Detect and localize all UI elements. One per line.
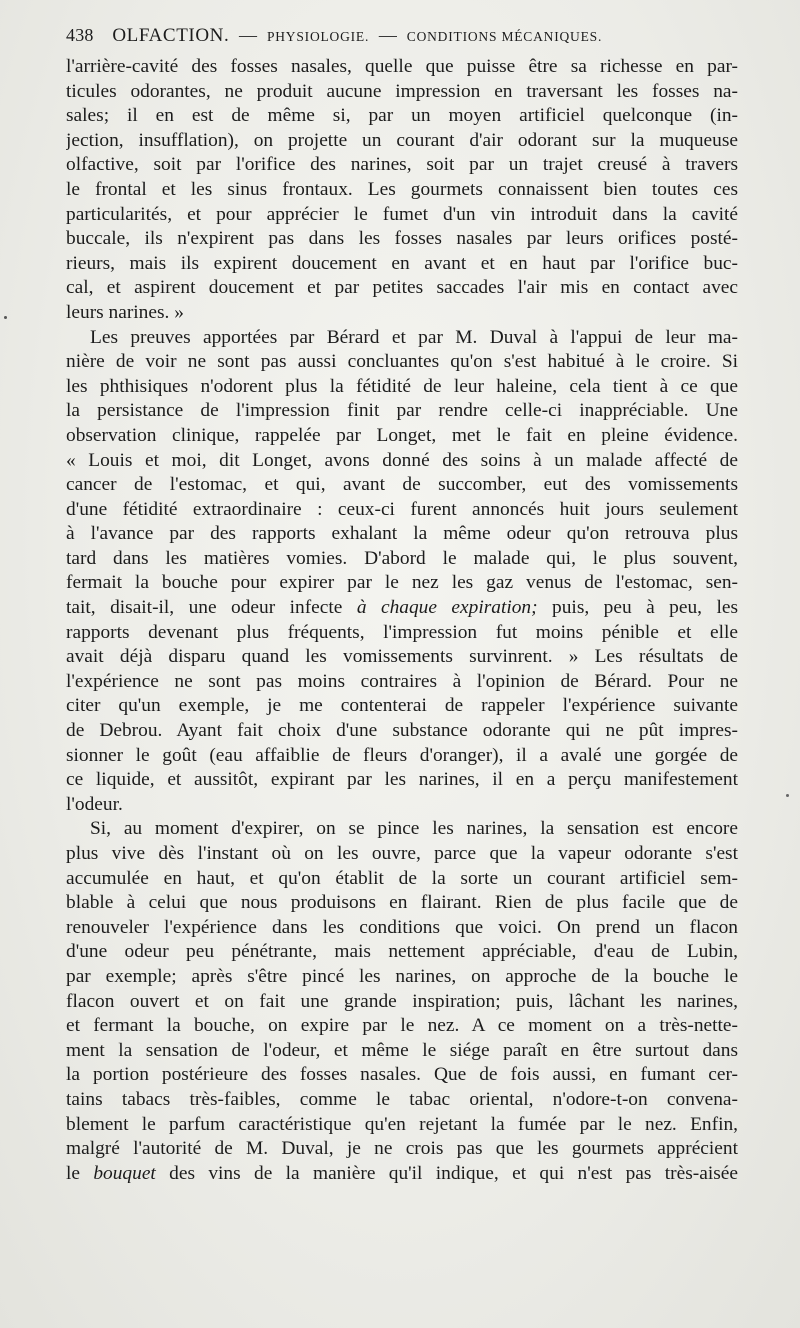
text-line: la persistance de l'impression finit par rendre celle-ci inappréciable. Une (66, 400, 738, 422)
text-line: ce liquide, et aussitôt, expirant par les narines, il en a perçu manifestement (66, 769, 738, 791)
margin-speck (4, 316, 7, 319)
text-run: des vins de la manière qu'il indique, et qui n'est pas très-aisée (155, 1162, 738, 1184)
text-line: buccale, ils n'expirent pas dans les fosses nasales par leurs orifices posté- (66, 228, 738, 250)
text-line: les phthisiques n'odorent plus la fétidité de leur haleine, cela tient à ce que (66, 375, 738, 397)
text-line: particularités, et pour apprécier le fumet d'un vin introduit dans la cavité (66, 203, 738, 225)
header-title: OLFACTION. (112, 25, 230, 46)
text-line: citer qu'un exemple, je me contenterai de rappeler l'expérience suivante (66, 695, 738, 717)
text-line (66, 596, 738, 621)
text-line: blable à celui que nous produisons en flairant. Rien de plus facile que de (66, 892, 738, 914)
text-line: sales; il en est de même si, par un moyen artificiel quelconque (in- (66, 105, 738, 127)
text-line: d'une fétidité extraordinaire : ceux-ci furent annoncés huit jours seulement (66, 498, 738, 520)
text-line: de Debrou. Ayant fait choix d'une substance odorante qui ne pût impres- (66, 720, 738, 742)
running-header (66, 22, 746, 48)
text-line: malgré l'autorité de M. Duval, je ne crois pas que les gourmets apprécient (66, 1138, 738, 1160)
text-line: tard dans les matières vomies. D'abord le malade qui, le plus souvent, (66, 547, 738, 569)
text-line: par exemple; après s'être pincé les narines, on approche de la bouche le (66, 965, 738, 987)
text-line: ment la sensation de l'odeur, et même le siége paraît en être surtout dans (66, 1039, 738, 1061)
text-run: le (66, 1162, 94, 1184)
text-line (66, 1162, 738, 1187)
text-line: rapports devenant plus fréquents, l'impression fut moins pénible et elle (66, 621, 738, 643)
body-text (66, 55, 738, 1186)
text-line: plus vive dès l'instant où on les ouvre, parce que la vapeur odorante s'est (66, 843, 738, 864)
text-line: ticules odorantes, ne produit aucune impression en traversant les fosses na- (66, 80, 738, 102)
text-line: accumulée en haut, et qu'on établit de la sorte un courant artificiel sem- (66, 867, 738, 889)
header-section: PHYSIOLOGIE. (266, 29, 370, 44)
text-line: leurs narines. » (66, 301, 184, 323)
text-line: rieurs, mais ils expirent doucement en avant et en haut par l'orifice buc- (66, 252, 738, 274)
text-line: d'une odeur peu pénétrante, mais nettement appréciable, d'eau de Lubin, (66, 941, 738, 963)
text-line: jection, insufflation), on projette un courant d'air odorant sur la muqueuse (66, 129, 738, 151)
margin-speck (786, 794, 789, 797)
italic-run: à chaque expiration; (356, 597, 538, 619)
text-line: flacon ouvert et on fait une grande inspiration; puis, lâchant les narines, (66, 990, 738, 1012)
text-line: l'odeur. (66, 793, 123, 815)
text-line: et fermant la bouche, on expire par le nez. A ce moment on a très-nette- (66, 1015, 738, 1037)
text-line: fermait la bouche pour expirer par le nez les gaz venus de l'estomac, sen- (66, 572, 738, 594)
text-line: observation clinique, rappelée par Longet, met le fait en pleine évidence. (66, 424, 738, 446)
italic-run: bouquet (93, 1162, 156, 1184)
text-line: olfactive, soit par l'orifice des narines, soit par un trajet creusé à travers (66, 154, 738, 176)
header-separator: — (378, 25, 398, 45)
text-line: à l'avance par des rapports exhalant la même odeur qu'on retrouva plus (66, 523, 738, 545)
text-line: Les preuves apportées par Bérard et par M. Duval à l'appui de leur ma- (90, 326, 738, 348)
text-line: avait déjà disparu quand les vomissements survinrent. » Les résultats de (66, 646, 738, 668)
text-line: la portion postérieure des fosses nasales. Que de fois aussi, en fumant cer- (66, 1064, 738, 1086)
text-line: Si, au moment d'expirer, on se pince les narines, la sensation est encore (90, 818, 738, 840)
text-line: « Louis et moi, dit Longet, avons donné des soins à un malade affecté de (66, 449, 738, 471)
page-number: 438 (66, 25, 94, 45)
text-line: renouveler l'expérience dans les conditions que voici. On prend un flacon (66, 916, 738, 938)
text-line: sionner le goût (eau affaiblie de fleurs d'oranger), il a avalé une gorgée de (66, 744, 738, 766)
text-line: cancer de l'estomac, et qui, avant de succomber, eut des vomissements (66, 474, 738, 496)
text-line: l'expérience ne sont pas moins contraires à l'opinion de Bérard. Pour ne (66, 670, 738, 692)
text-line: nière de voir ne sont pas aussi concluantes qu'on s'est habitué à le croire. Si (66, 351, 738, 373)
text-run: tait, disait-il, une odeur infecte (66, 597, 357, 619)
text-run: puis, peu à peu, les (537, 597, 738, 619)
text-line: blement le parfum caractéristique qu'en rejetant la fumée par le nez. Enfin, (66, 1113, 738, 1135)
header-separator: — (239, 25, 258, 45)
text-line: l'arrière-cavité des fosses nasales, quelle que puisse être sa richesse en par- (66, 56, 738, 77)
text-line: le frontal et les sinus frontaux. Les gourmets connaissent bien toutes ces (66, 178, 738, 200)
text-line: cal, et aspirent doucement et par petites saccades l'air mis en contact avec (66, 277, 738, 299)
header-subsection: CONDITIONS MÉCANIQUES. (406, 29, 603, 44)
text-line: tains tabacs très-faibles, comme le tabac oriental, n'odore-t-on convena- (66, 1088, 738, 1110)
